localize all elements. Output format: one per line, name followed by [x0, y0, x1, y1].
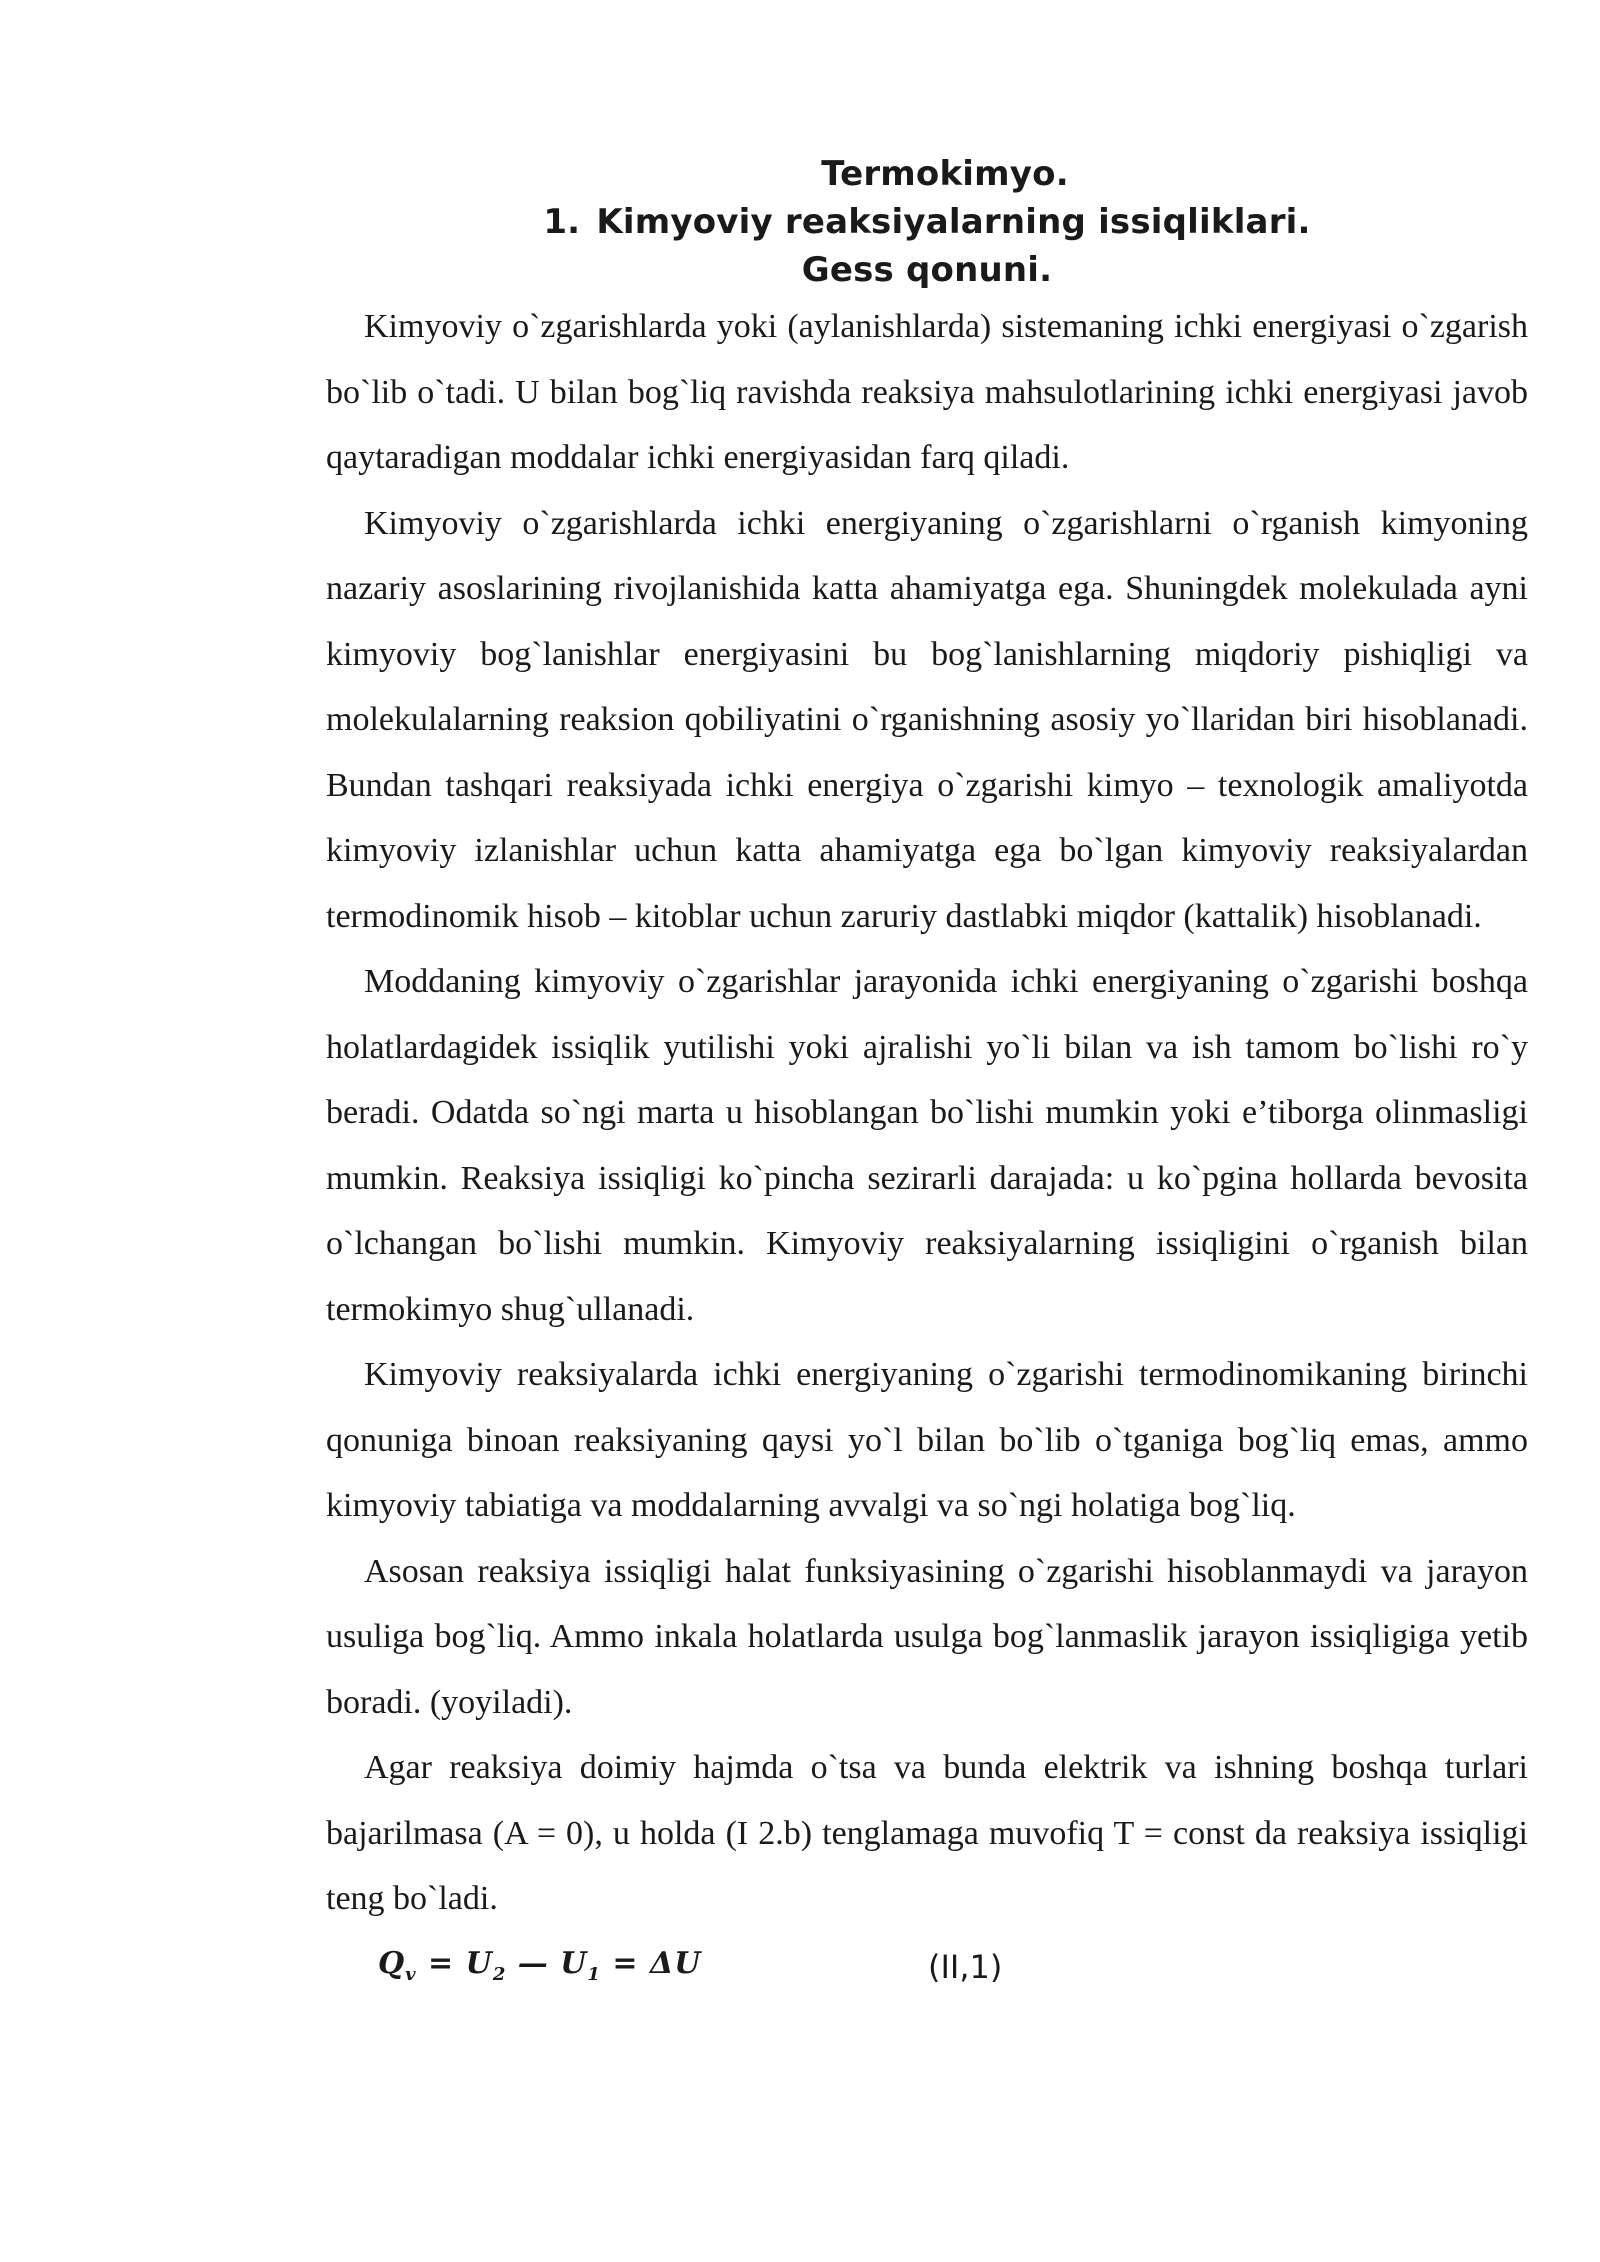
document-title: Termokimyo.	[821, 154, 1069, 194]
paragraph-5: Asosan reaksiya issiqligi halat funksiyasining o`zgarishi hisoblanmaydi va jarayon usuliga bog`liq. Ammo inkala holatlarda usulga bog`lanmaslik jarayon issiqligiga yetib boradi. (yoyiladi).	[326, 1552, 1528, 1721]
document-page	[326, 150, 1528, 2016]
energy-final-symbol: U	[465, 1945, 493, 1981]
equals-sign-2: =	[600, 1945, 650, 1981]
heat-symbol: Q	[378, 1945, 406, 1981]
minus-sign: —	[506, 1945, 561, 1981]
paragraph-1: Kimyoviy o`zgarishlarda yoki (aylanishlarda) sistemaning ichki energiyasi o`zgarish bo`lib o`tadi. U bilan bog`liq ravishda reaksiya mahsulotlarining ichki energiyasi javob qaytaradigan moddalar ichki energiyasidan farq qiladi.	[326, 308, 1528, 476]
paragraph-3: Moddaning kimyoviy o`zgarishlar jarayonida ichki energiyaning o`zgarishi boshqa holatlardagidek issiqlik yutilishi yoki ajralishi yo`li bilan va ish tamom bo`lishi ro`y beradi. Odatda so`ngi marta u hisoblangan bo`lishi mumkin yoki e’tiborga olinmasligi mumkin. Reaksiya issiqligi ko`pincha sezirarli darajada: u ko`pgina hollarda bevosita o`lchangan bo`lishi mumkin. Kimyoviy reaksiyalarning issiqligini o`rganish bilan termokimyo shug`ullanadi.	[326, 963, 1528, 1328]
energy-final-subscript: 2	[492, 1963, 507, 1985]
energy-initial-symbol: U	[560, 1945, 588, 1981]
paragraph-4: Kimyoviy reaksiyalarda ichki energiyaning o`zgarishi termodinomikaning birinchi qonuniga binoan reaksiyaning qaysi yo`l bilan bo`lib o`tganiga bog`liq emas, ammo kimyoviy tabiatiga va moddalarning avvalgi va so`ngi holatiga bog`liq.	[326, 1356, 1528, 1524]
section-subtitle: Gess qonuni.	[801, 250, 1053, 290]
heat-subscript: v	[405, 1963, 417, 1985]
section-number: 1.	[543, 202, 581, 242]
equation-number: (II,1)	[928, 1947, 1003, 1986]
delta-energy-symbol: ΔU	[649, 1945, 702, 1981]
equation-row	[326, 1936, 1528, 2016]
section-title: Kimyoviy reaksiyalarning issiqliklari.	[596, 202, 1311, 242]
energy-initial-subscript: 1	[587, 1963, 601, 1985]
equals-sign: =	[416, 1945, 466, 1981]
section-heading	[326, 198, 1528, 246]
paragraph-6: Agar reaksiya doimiy hajmda o`tsa va bunda elektrik va ishning boshqa turlari bajarilmasa (A = 0), u holda (I 2.b) tenglamaga muvofiq T = const da reaksiya issiqligi teng bo`ladi.	[326, 1749, 1528, 1917]
paragraph-2: Kimyoviy o`zgarishlarda ichki energiyaning o`zgarishlarni o`rganish kimyoning nazariy asoslarining rivojlanishida katta ahamiyatga ega. Shuningdek molekulada ayni kimyoviy bog`lanishlar energiyasini bu bog`lanishlarning miqdoriy pishiqligi va molekulalarning reaksion qobiliyatini o`rganishning asosiy yo`llaridan biri hisoblanadi. Bundan tashqari reaksiyada ichki energiya o`zgarishi kimyo – texnologik amaliyotda kimyoviy izlanishlar uchun katta ahamiyatga ega bo`lgan kimyoviy reaksiyalardan termodinomik hisob – kitoblar uchun zaruriy dastlabki miqdor (kattalik) hisoblanadi.	[326, 504, 1528, 935]
equation	[378, 1946, 701, 1985]
